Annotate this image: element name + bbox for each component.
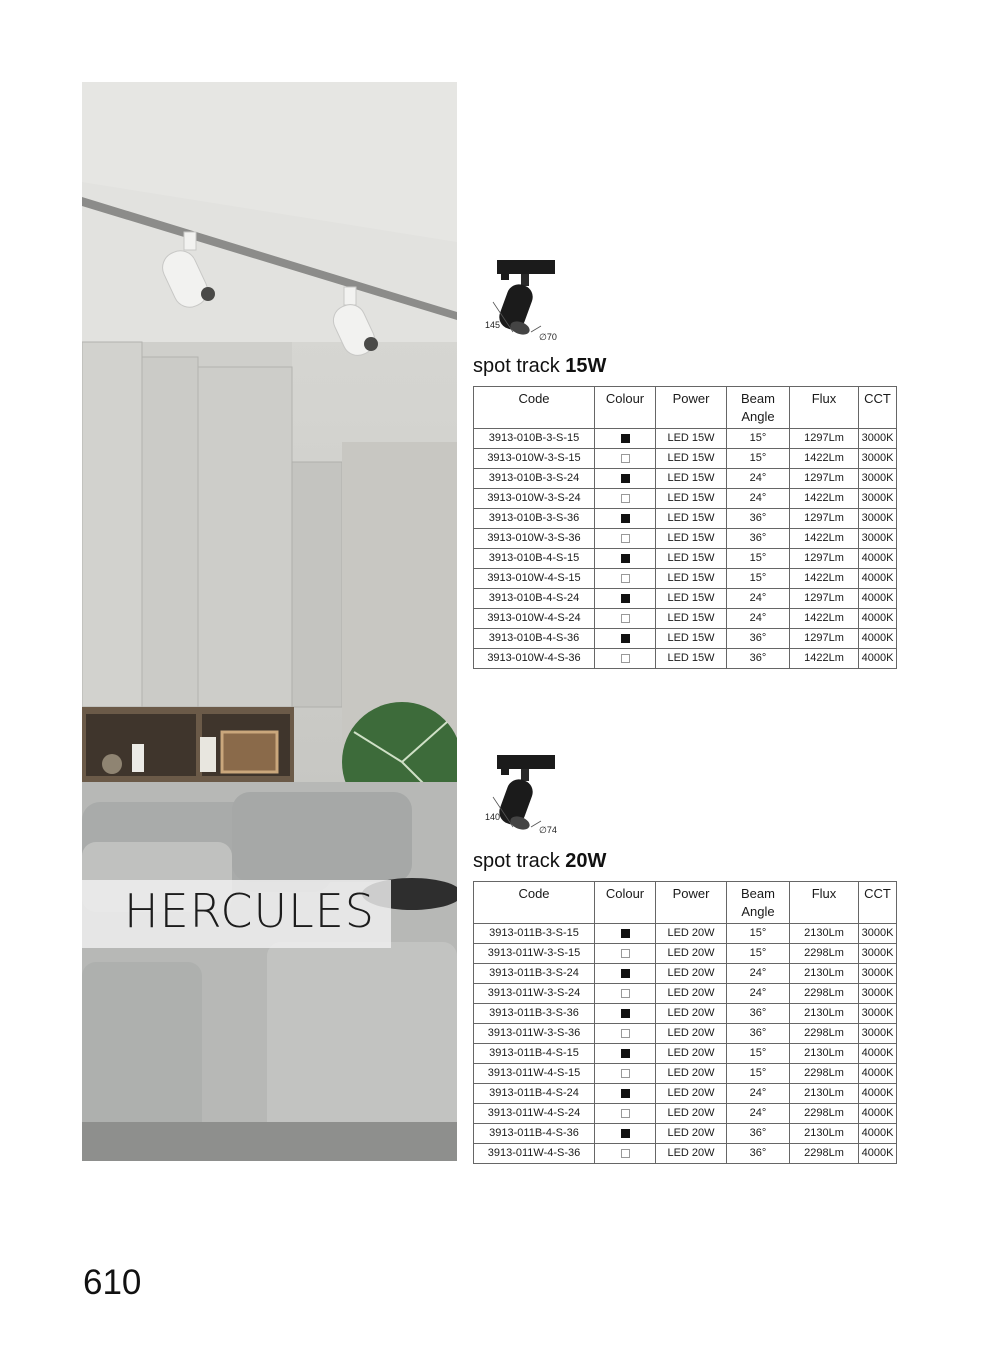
cct-cell: 3000K — [859, 449, 897, 469]
header-flux: Flux — [790, 882, 859, 924]
power-cell: LED 15W — [656, 489, 727, 509]
table-row — [474, 609, 897, 629]
table-row — [474, 589, 897, 609]
code-cell: 3913-010W-3-S-36 — [474, 529, 595, 549]
flux-cell: 1422Lm — [790, 649, 859, 669]
header-beam-angle: Beam Angle — [727, 387, 790, 429]
power-cell: LED 15W — [656, 629, 727, 649]
flux-cell: 1297Lm — [790, 589, 859, 609]
code-cell: 3913-011B-4-S-36 — [474, 1124, 595, 1144]
beam-angle-cell: 24° — [727, 469, 790, 489]
colour-cell — [595, 924, 656, 944]
table-row — [474, 529, 897, 549]
beam-angle-cell: 15° — [727, 924, 790, 944]
beam-angle-cell: 24° — [727, 489, 790, 509]
black-colour-swatch — [621, 514, 630, 523]
table-row — [474, 1044, 897, 1064]
white-colour-swatch — [621, 1149, 630, 1158]
black-colour-swatch — [621, 594, 630, 603]
colour-cell — [595, 1064, 656, 1084]
cct-cell: 3000K — [859, 964, 897, 984]
code-cell: 3913-010B-4-S-24 — [474, 589, 595, 609]
table-row — [474, 1004, 897, 1024]
code-cell: 3913-011B-3-S-15 — [474, 924, 595, 944]
colour-cell — [595, 429, 656, 449]
colour-cell — [595, 589, 656, 609]
beam-angle-cell: 36° — [727, 529, 790, 549]
black-colour-swatch — [621, 929, 630, 938]
colour-cell — [595, 469, 656, 489]
code-cell: 3913-010W-3-S-24 — [474, 489, 595, 509]
table-row — [474, 1084, 897, 1104]
cct-cell: 3000K — [859, 1024, 897, 1044]
power-cell: LED 20W — [656, 1124, 727, 1144]
colour-cell — [595, 1004, 656, 1024]
power-cell: LED 20W — [656, 924, 727, 944]
dimension-diameter: ∅74 — [539, 825, 557, 835]
power-cell: LED 15W — [656, 569, 727, 589]
flux-cell: 2130Lm — [790, 924, 859, 944]
code-cell: 3913-010B-4-S-36 — [474, 629, 595, 649]
table-row — [474, 1024, 897, 1044]
table-row — [474, 649, 897, 669]
spot-track-product-image — [473, 753, 573, 843]
flux-cell: 1297Lm — [790, 509, 859, 529]
cct-cell: 4000K — [859, 1144, 897, 1164]
table-row — [474, 1144, 897, 1164]
code-cell: 3913-010W-4-S-15 — [474, 569, 595, 589]
black-colour-swatch — [621, 1089, 630, 1098]
flux-cell: 1297Lm — [790, 549, 859, 569]
flux-cell: 2298Lm — [790, 1024, 859, 1044]
beam-angle-cell: 36° — [727, 629, 790, 649]
power-cell: LED 20W — [656, 1024, 727, 1044]
table-row — [474, 1104, 897, 1124]
cct-cell: 3000K — [859, 429, 897, 449]
cct-cell: 4000K — [859, 1064, 897, 1084]
code-cell: 3913-011B-3-S-36 — [474, 1004, 595, 1024]
colour-cell — [595, 944, 656, 964]
colour-cell — [595, 649, 656, 669]
beam-angle-cell: 15° — [727, 429, 790, 449]
beam-angle-cell: 24° — [727, 1084, 790, 1104]
white-colour-swatch — [621, 989, 630, 998]
beam-angle-cell: 15° — [727, 944, 790, 964]
cct-cell: 3000K — [859, 944, 897, 964]
interior-photo — [82, 82, 457, 1161]
white-colour-swatch — [621, 494, 630, 503]
cct-cell: 4000K — [859, 589, 897, 609]
table-row — [474, 489, 897, 509]
colour-cell — [595, 569, 656, 589]
spec-table — [473, 386, 897, 669]
colour-cell — [595, 1104, 656, 1124]
flux-cell: 2130Lm — [790, 964, 859, 984]
power-cell: LED 15W — [656, 649, 727, 669]
flux-cell: 1422Lm — [790, 529, 859, 549]
white-colour-swatch — [621, 1109, 630, 1118]
beam-angle-cell: 36° — [727, 509, 790, 529]
cct-cell: 3000K — [859, 509, 897, 529]
table-row — [474, 549, 897, 569]
colour-cell — [595, 609, 656, 629]
flux-cell: 2130Lm — [790, 1004, 859, 1024]
beam-angle-cell: 15° — [727, 449, 790, 469]
white-colour-swatch — [621, 654, 630, 663]
black-colour-swatch — [621, 1129, 630, 1138]
code-cell: 3913-010B-3-S-24 — [474, 469, 595, 489]
flux-cell: 2298Lm — [790, 944, 859, 964]
code-cell: 3913-011W-3-S-36 — [474, 1024, 595, 1044]
spot-track-product-image — [473, 258, 573, 348]
cct-cell: 4000K — [859, 609, 897, 629]
colour-cell — [595, 449, 656, 469]
code-cell: 3913-010B-3-S-36 — [474, 509, 595, 529]
power-cell: LED 20W — [656, 1044, 727, 1064]
flux-cell: 1297Lm — [790, 469, 859, 489]
dimension-height: 145 — [485, 320, 501, 330]
flux-cell: 2298Lm — [790, 1064, 859, 1084]
spec-table — [473, 881, 897, 1164]
flux-cell: 2130Lm — [790, 1044, 859, 1064]
power-cell: LED 20W — [656, 1144, 727, 1164]
beam-angle-cell: 24° — [727, 984, 790, 1004]
flux-cell: 2130Lm — [790, 1124, 859, 1144]
cct-cell: 4000K — [859, 649, 897, 669]
white-colour-swatch — [621, 1069, 630, 1078]
colour-cell — [595, 529, 656, 549]
header-power: Power — [656, 882, 727, 924]
page-number: 610 — [83, 1263, 142, 1302]
dimension-diameter: ∅70 — [539, 332, 557, 342]
code-cell: 3913-010W-4-S-36 — [474, 649, 595, 669]
table-row — [474, 509, 897, 529]
table-row — [474, 964, 897, 984]
power-cell: LED 15W — [656, 449, 727, 469]
beam-angle-cell: 15° — [727, 1064, 790, 1084]
black-colour-swatch — [621, 969, 630, 978]
power-cell: LED 20W — [656, 1084, 727, 1104]
cct-cell: 4000K — [859, 549, 897, 569]
colour-cell — [595, 1024, 656, 1044]
code-cell: 3913-010W-4-S-24 — [474, 609, 595, 629]
white-colour-swatch — [621, 614, 630, 623]
cct-cell: 3000K — [859, 529, 897, 549]
flux-cell: 1422Lm — [790, 449, 859, 469]
beam-angle-cell: 24° — [727, 1104, 790, 1124]
black-colour-swatch — [621, 1049, 630, 1058]
code-cell: 3913-010W-3-S-15 — [474, 449, 595, 469]
product-title: spot track 15W — [473, 355, 607, 377]
beam-angle-cell: 36° — [727, 1124, 790, 1144]
colour-cell — [595, 549, 656, 569]
table-row — [474, 469, 897, 489]
cct-cell: 4000K — [859, 629, 897, 649]
table-row — [474, 984, 897, 1004]
table-row — [474, 569, 897, 589]
beam-angle-cell: 36° — [727, 649, 790, 669]
white-colour-swatch — [621, 534, 630, 543]
power-cell: LED 15W — [656, 549, 727, 569]
beam-angle-cell: 36° — [727, 1024, 790, 1044]
black-colour-swatch — [621, 434, 630, 443]
code-cell: 3913-010B-4-S-15 — [474, 549, 595, 569]
header-code: Code — [474, 882, 595, 924]
flux-cell: 1422Lm — [790, 609, 859, 629]
cct-cell: 3000K — [859, 924, 897, 944]
code-cell: 3913-011W-4-S-15 — [474, 1064, 595, 1084]
flux-cell: 1297Lm — [790, 629, 859, 649]
power-cell: LED 20W — [656, 1104, 727, 1124]
beam-angle-cell: 36° — [727, 1144, 790, 1164]
colour-cell — [595, 1084, 656, 1104]
cct-cell: 4000K — [859, 1084, 897, 1104]
cct-cell: 4000K — [859, 1104, 897, 1124]
product-title: spot track 20W — [473, 850, 607, 872]
cct-cell: 4000K — [859, 569, 897, 589]
cct-cell: 3000K — [859, 469, 897, 489]
beam-angle-cell: 15° — [727, 1044, 790, 1064]
flux-cell: 2130Lm — [790, 1084, 859, 1104]
colour-cell — [595, 1044, 656, 1064]
flux-cell: 1297Lm — [790, 429, 859, 449]
beam-angle-cell: 24° — [727, 609, 790, 629]
power-cell: LED 20W — [656, 984, 727, 1004]
colour-cell — [595, 1144, 656, 1164]
header-cct: CCT — [859, 387, 897, 429]
table-row — [474, 449, 897, 469]
code-cell: 3913-011W-3-S-24 — [474, 984, 595, 1004]
header-colour: Colour — [595, 387, 656, 429]
flux-cell: 1422Lm — [790, 569, 859, 589]
power-cell: LED 20W — [656, 1064, 727, 1084]
colour-cell — [595, 509, 656, 529]
white-colour-swatch — [621, 574, 630, 583]
header-colour: Colour — [595, 882, 656, 924]
table-row — [474, 1064, 897, 1084]
cct-cell: 4000K — [859, 1044, 897, 1064]
cct-cell: 4000K — [859, 1124, 897, 1144]
colour-cell — [595, 489, 656, 509]
cct-cell: 3000K — [859, 1004, 897, 1024]
table-row — [474, 629, 897, 649]
flux-cell: 2298Lm — [790, 1144, 859, 1164]
beam-angle-cell: 36° — [727, 1004, 790, 1024]
beam-angle-cell: 15° — [727, 549, 790, 569]
flux-cell: 2298Lm — [790, 984, 859, 1004]
power-cell: LED 15W — [656, 529, 727, 549]
header-power: Power — [656, 387, 727, 429]
header-code: Code — [474, 387, 595, 429]
code-cell: 3913-011W-3-S-15 — [474, 944, 595, 964]
cct-cell: 3000K — [859, 984, 897, 1004]
table-row — [474, 429, 897, 449]
colour-cell — [595, 984, 656, 1004]
white-colour-swatch — [621, 454, 630, 463]
header-beam-angle: Beam Angle — [727, 882, 790, 924]
table-row — [474, 944, 897, 964]
table-row — [474, 924, 897, 944]
black-colour-swatch — [621, 1009, 630, 1018]
beam-angle-cell: 24° — [727, 964, 790, 984]
code-cell: 3913-011W-4-S-36 — [474, 1144, 595, 1164]
power-cell: LED 20W — [656, 964, 727, 984]
brand-name: HERCULES — [124, 884, 376, 938]
white-colour-swatch — [621, 949, 630, 958]
black-colour-swatch — [621, 554, 630, 563]
white-colour-swatch — [621, 1029, 630, 1038]
colour-cell — [595, 629, 656, 649]
header-cct: CCT — [859, 882, 897, 924]
beam-angle-cell: 15° — [727, 569, 790, 589]
code-cell: 3913-011B-4-S-24 — [474, 1084, 595, 1104]
black-colour-swatch — [621, 634, 630, 643]
colour-cell — [595, 1124, 656, 1144]
power-cell: LED 15W — [656, 429, 727, 449]
power-cell: LED 20W — [656, 944, 727, 964]
code-cell: 3913-011B-3-S-24 — [474, 964, 595, 984]
flux-cell: 1422Lm — [790, 489, 859, 509]
code-cell: 3913-011W-4-S-24 — [474, 1104, 595, 1124]
power-cell: LED 15W — [656, 609, 727, 629]
table-row — [474, 1124, 897, 1144]
power-cell: LED 15W — [656, 589, 727, 609]
dimension-height: 140 — [485, 812, 501, 822]
power-cell: LED 20W — [656, 1004, 727, 1024]
colour-cell — [595, 964, 656, 984]
beam-angle-cell: 24° — [727, 589, 790, 609]
header-flux: Flux — [790, 387, 859, 429]
black-colour-swatch — [621, 474, 630, 483]
power-cell: LED 15W — [656, 509, 727, 529]
power-cell: LED 15W — [656, 469, 727, 489]
code-cell: 3913-010B-3-S-15 — [474, 429, 595, 449]
cct-cell: 3000K — [859, 489, 897, 509]
code-cell: 3913-011B-4-S-15 — [474, 1044, 595, 1064]
flux-cell: 2298Lm — [790, 1104, 859, 1124]
